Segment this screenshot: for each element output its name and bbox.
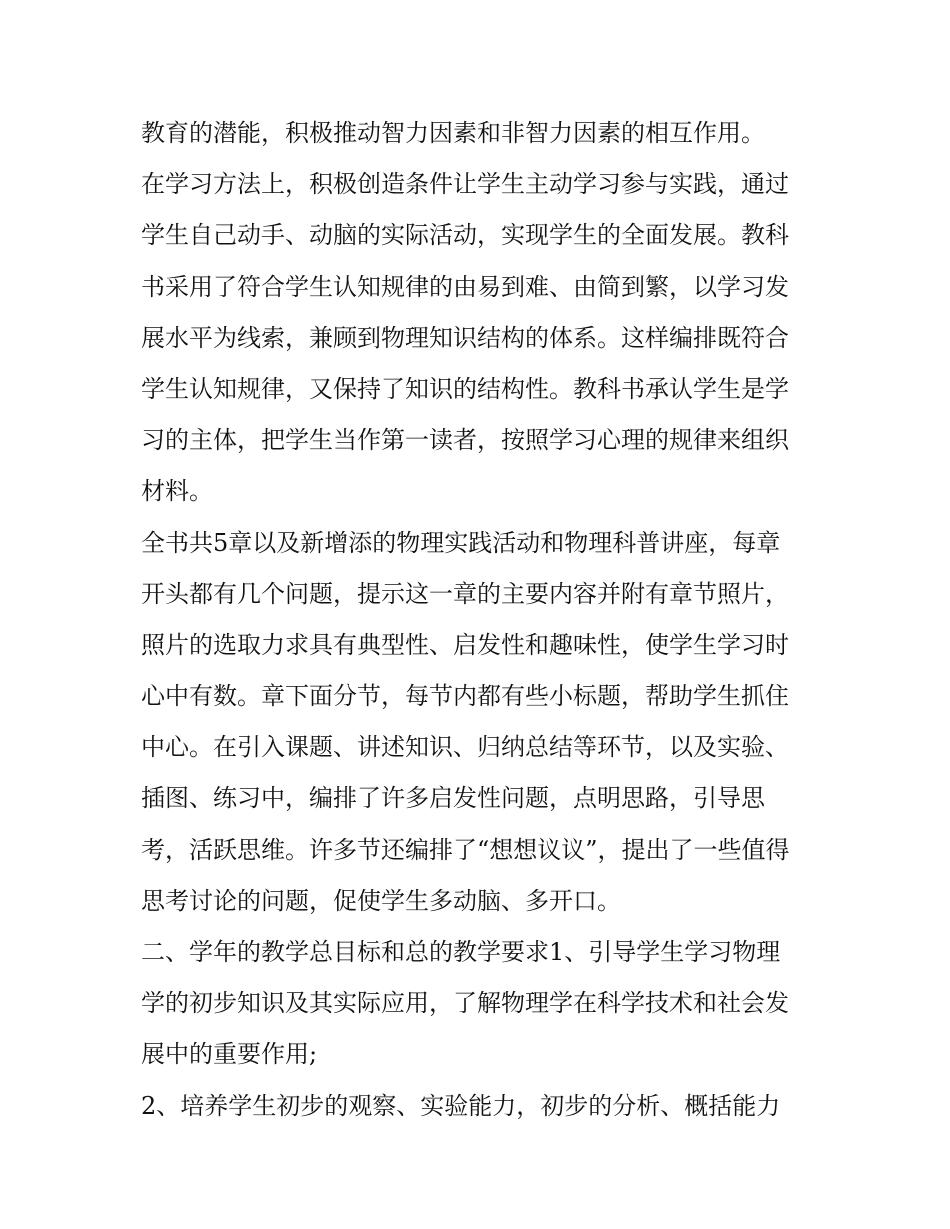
text-line: 学的初步知识及其实际应用，了解物理学在科学技术和社会发 <box>141 989 789 1018</box>
text-line: 全书共5章以及新增添的物理实践活动和物理科普讲座，每章 <box>141 528 781 557</box>
text-line: 展中的重要作用; <box>141 1040 318 1069</box>
text-line: 开头都有几个问题，提示这一章的主要内容并附有章节照片， <box>141 579 789 608</box>
text-line: 中心。在引入课题、讲述知识、归纳总结等环节，以及实验、 <box>141 733 789 762</box>
text-line: 二、学年的教学总目标和总的教学要求1、引导学生学习物理 <box>141 938 781 966</box>
text-line: 学生认知规律，又保持了知识的结构性。教科书承认学生是学 <box>141 374 789 403</box>
text-line: 在学习方法上，积极创造条件让学生主动学习参与实践，通过 <box>141 170 789 199</box>
text-line: 插图、练习中，编排了许多启发性问题，点明思路，引导思 <box>141 784 765 813</box>
text-line: 照片的选取力求具有典型性、启发性和趣味性，使学生学习时 <box>141 630 789 659</box>
text-line: 2、培养学生初步的观察、实验能力，初步的分析、概括能力 <box>141 1091 781 1120</box>
text-line: 教育的潜能，积极推动智力因素和非智力因素的相互作用。 <box>141 119 765 147</box>
text-line: 心中有数。章下面分节，每节内都有些小标题，帮助学生抓住 <box>141 682 789 711</box>
text-line: 学生自己动手、动脑的实际活动，实现学生的全面发展。教科 <box>141 221 789 250</box>
text-line: 思考讨论的问题，促使学生多动脑、多开口。 <box>141 886 621 915</box>
document-page <box>141 108 821 1132</box>
text-line: 展水平为线索，兼顾到物理知识结构的体系。这样编排既符合 <box>141 323 789 352</box>
text-line: 书采用了符合学生认知规律的由易到难、由简到繁，以学习发 <box>141 272 789 301</box>
text-line: 材料。 <box>141 477 213 506</box>
text-line: 考，活跃思维。许多节还编排了“想想议议”，提出了一些值得 <box>141 835 790 864</box>
text-line: 习的主体，把学生当作第一读者，按照学习心理的规律来组织 <box>141 426 789 455</box>
